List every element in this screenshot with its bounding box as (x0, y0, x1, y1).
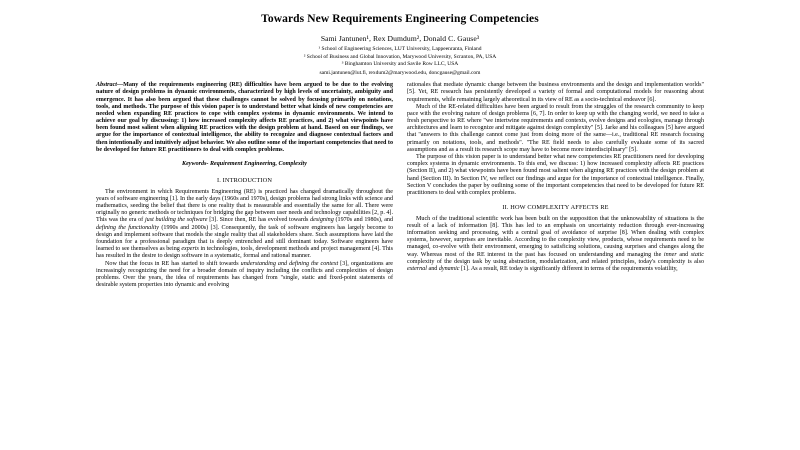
two-column-body (96, 82, 704, 289)
abstract-text: Many of the requirements engineering (RE) difficulties have been argued to be due to the evolving nature of design problems in dynamic environments, characterized by high levels of uncertainty, ambiguity and emergence. It has also been argued that these challenges cannot be solved by focusing primarily on notations, tools, and methods. The purpose of this vision paper is to understand better what kinds of new competencies are needed when expanding RE practices to cope with complex systems in dynamic environments. We intend to achieve our goal by discussing: 1) how increased complexity affects RE practices, and 2) what viewpoints have been found most salient when aligning RE practices with the design problem at hand. Based on our findings, we argue for the importance of contextual intelligence, the ability to recognize and diagnose contextual factors and then intentionally and intuitively adjust behavior. We also outline some of the important competencies that need to be developed for future RE practitioners to deal with complex problems. (96, 82, 393, 153)
affiliation-1: ¹ School of Engineering Sciences, LUT University, Lappeenranta, Finland (318, 46, 482, 53)
right-paragraph-2: Much of the RE-related difficulties have been argued to result from the struggles of the research community to keep pace with the evolving nature of design problems [6, 7]. In order to keep up with the changing world, we need to take a fresh perspective to RE where "we intertwine requirements and contexts, evolve designs and ecologies, manage through architectures and learn to recognize and mitigate against design complexity" [5]. Jarke and his colleagues [5] have argued that "answers to this challenge cannot come just from doing more of the same—i.e., traditional RE research focusing primarily on notations, tools, and methods". "The RE field needs to also carefully evaluate some of its sacred assumptions and as a result its research scope may have to become more interdisciplinary" [5]. (407, 103, 704, 153)
abstract-block (96, 82, 393, 154)
section-1-paragraph-1: The environment in which Requirements Engineering (RE) is practiced has changed dramatically throughout the years of software engineering [1]. In the early days (1960s and 1970s), design problems had strong links with science and mathematics, seeding the belief that there is one reality that is measurable and essentially the same for all. There were originally no generic methods or techniques for bridging the gap between user needs and technology capabilities [2, p. 4]. This was the era of just building the software [3]. Since then, RE has evolved towards designing (1970s and 1980s), and defining the functionality (1990s and 2000s) [3]. Consequently, the task of software engineers has largely become to design and implement software that models the single reality that all stakeholders share. Such assumptions have laid the foundation for a professional paradigm that is deeply entrenched and still dominant today. Software engineers have learned to see themselves as being experts in technologies, tools, development methods and project management [4]. This has resulted in the desire to design software in a systematic, formal and rational manner. (96, 188, 394, 260)
affiliation-2: ² School of Business and Global Innovation, Marywood University, Scranton, PA, USA (303, 53, 497, 60)
page-title: Towards New Requirements Engineering Competencies (261, 13, 539, 25)
section-1-title: INTRODUCTION (222, 177, 273, 185)
abstract-label: Abstract— (96, 82, 124, 89)
left-column (96, 82, 393, 289)
section-2-number: II. (502, 204, 509, 212)
section-2-title: HOW COMPLEXITY AFFECTS RE (510, 204, 609, 212)
author-list: Sami Jantunen¹, Rex Dumdum², Donald C. Gause³ (320, 34, 480, 44)
section-heading-2 (407, 204, 704, 211)
section-1-paragraph-2: Now that the focus in RE has started to shift towards understanding and defining the context [3], organizations are increasingly recognizing the need for a broader domain of inquiry including the conflicts and complexities of design problems. Over the years, the idea of requirements has changed from "single, static and fixed-point statements of desirable system properties into dynamic and evolving (96, 260, 394, 289)
affiliation-3: ³ Binghamton University and Savile Row LLC, USA (341, 61, 459, 68)
right-paragraph-3: The purpose of this vision paper is to understand better what new competencies RE practitioners need for developing complex systems in dynamic environments. To this end, we discuss: 1) how increased complexity affects RE practices (Section II), and 2) what viewpoints have been found most salient when aligning RE practices with the design problem at hand (Section III). In Section IV, we reflect our findings and argue for the importance of contextual intelligence. Finally, Section V concludes the paper by outlining some of the important competencies that need to be developed for future RE practitioners to deal with complex problems. (407, 154, 704, 196)
author-emails: sami.jantunen@lut.fi, rexdum2@marywood.edu, doncgause@gmail.com (319, 70, 481, 77)
section-1-number: I. (216, 177, 221, 185)
right-column (407, 82, 704, 273)
keywords: Keywords- Requirement Engineering, Complexity (182, 161, 307, 168)
right-paragraph-1: rationales that mediate dynamic change between the business environments and the design and implementation worlds" [5]. Yet, RE research has persistently developed a variety of formal and computational models for reasoning about requirements, while remaining largely atheoretical in its view of RE as a socio-technical endeavor [6]. (407, 82, 704, 103)
section-heading-1 (96, 177, 393, 184)
section-2-paragraph-1: Much of the traditional scientific work has been built on the supposition that the unknowability of situations is the result of a lack of information [8]. This has led to an emphasis on uncertainty reduction through ever-increasing information seeking and processing, with a central goal of avoidance of surprise [8]. When dealing with complex systems, however, surprises are inevitable. According to the complexity view, products, whose requirements need to be managed, co-evolve with their environment, emerging to satisficing solutions, causing surprises and changes along the way. Whereas most of the RE interest in the past has focused on understanding and managing the inner and static complexity of the design task by using abstraction, modularization, and related principles, today's complexity is also external and dynamic [1]. As a result, RE today is significantly different in terms of the requirements volatility, (407, 215, 704, 272)
